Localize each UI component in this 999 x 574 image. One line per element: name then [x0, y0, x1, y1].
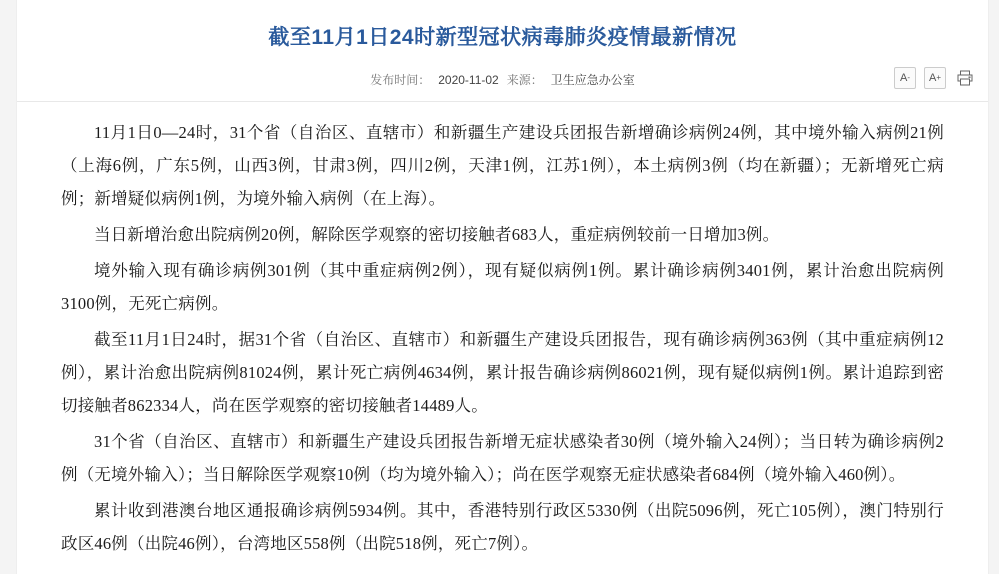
meta-info	[17, 67, 988, 93]
paragraph: 31个省（自治区、直辖市）和新疆生产建设兵团报告新增无症状感染者30例（境外输入24例）；当日转为确诊病例2例（无境外输入）；当日解除医学观察10例（均为境外输入）；尚在医学观察无症状感染者684例（境外输入460例）。	[61, 432, 944, 484]
decrease-font-button[interactable]	[894, 67, 916, 89]
increase-font-sup: +	[936, 73, 941, 82]
source-value: 卫生应急办公室	[550, 73, 635, 87]
document-meta-row	[17, 67, 988, 93]
decrease-font-label: A	[899, 72, 908, 84]
paragraph: 境外输入现有确诊病例301例（其中重症病例2例），现有疑似病例1例。累计确诊病例3401例，累计治愈出院病例3100例，无死亡病例。	[61, 261, 944, 313]
paragraph: 11月1日0—24时，31个省（自治区、直辖市）和新疆生产建设兵团报告新增确诊病例24例，其中境外输入病例21例（上海6例，广东5例，山西3例，甘肃3例，四川2例，天津1例，江苏1例），本土病例3例（均在新疆）；无新增死亡病例；新增疑似病例1例，为境外输入病例（在上海）。	[61, 123, 944, 208]
paragraph: 截至11月1日24时，据31个省（自治区、直辖市）和新疆生产建设兵团报告，现有确诊病例363例（其中重症病例12例），累计治愈出院病例81024例，累计死亡病例4634例，累计报告确诊病例86021例，现有疑似病例1例。累计追踪到密切接触者862334人，尚在医学观察的密切接触者14489人。	[61, 330, 944, 415]
print-icon[interactable]	[954, 67, 976, 89]
font-size-toolbar	[894, 67, 976, 89]
left-margin-strip	[0, 0, 17, 574]
increase-font-button[interactable]	[924, 67, 946, 89]
document-content	[17, 0, 988, 574]
increase-font-label: A	[928, 72, 937, 84]
decrease-font-sup: -	[907, 73, 910, 82]
publish-time-label: 发布时间：	[370, 73, 431, 87]
right-margin-strip	[988, 0, 999, 574]
page-title: 截至11月1日24时新型冠状病毒肺炎疫情最新情况	[268, 26, 737, 49]
paragraph: 累计收到港澳台地区通报确诊病例5934例。其中，香港特别行政区5330例（出院5096例，死亡105例），澳门特别行政区46例（出院46例），台湾地区558例（出院518例，死亡7例）。	[61, 501, 944, 553]
source-label: 来源：	[506, 73, 543, 87]
paragraph: 当日新增治愈出院病例20例，解除医学观察的密切接触者683人，重症病例较前一日增加3例。	[94, 225, 780, 244]
article-body	[17, 102, 988, 560]
publish-time-value: 2020-11-02	[438, 73, 499, 87]
